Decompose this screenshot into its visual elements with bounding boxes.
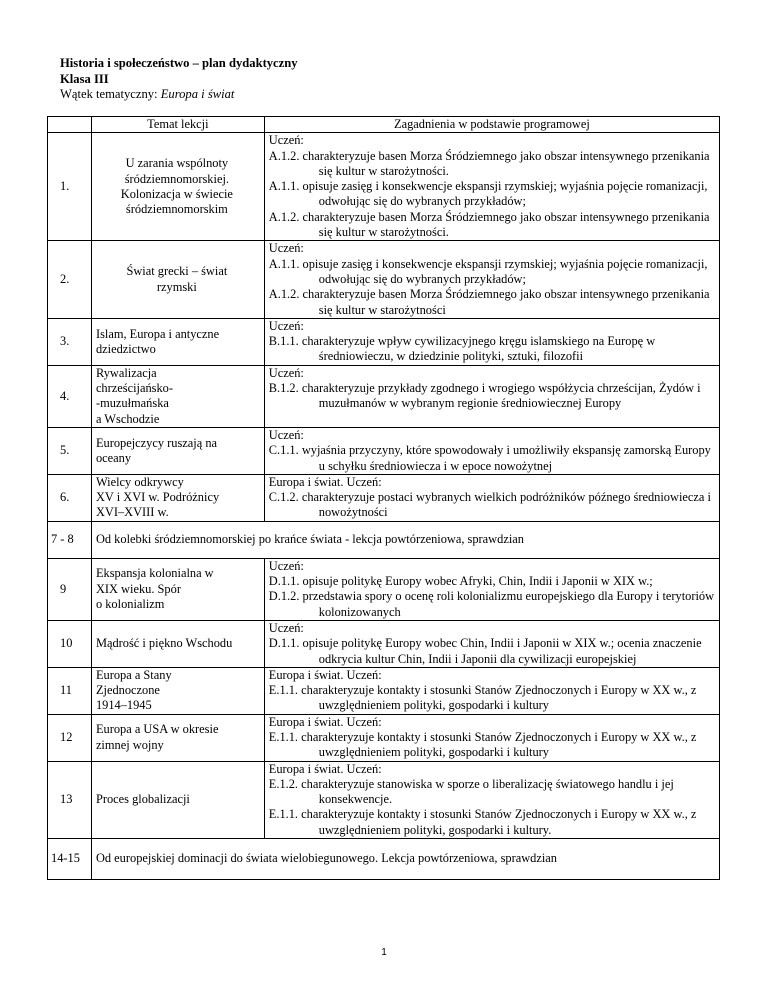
lesson-number: 6. [48, 474, 92, 521]
content-lead: Uczeń: [268, 427, 304, 442]
item-text: charakteryzuje basen Morza Śródziemnego jako obszar intensywnego przenikania się kultur w starożytności [302, 287, 710, 317]
item-code: E.1.1. [268, 683, 299, 698]
curriculum-item [269, 589, 715, 620]
item-text: charakteryzuje kontakty i stosunki Stanów Zjednoczonych i Europy w XX w., z uwzględnieniem polityki, gospodarki i kultury [301, 683, 697, 713]
topic-line: śródziemnomorskiej. [124, 171, 229, 186]
table-row [48, 761, 720, 838]
item-text: charakteryzuje basen Morza Śródziemnego jako obszar intensywnego przenikania się kultur w starożytności. [302, 148, 710, 178]
topic-line: Europa a Stany [95, 667, 172, 682]
item-code: E.1.1. [268, 729, 299, 744]
review-lesson: Od kolebki śródziemnomorskiej po krańce świata - lekcja powtórzeniowa, sprawdzian [91, 521, 719, 558]
curriculum-item [269, 730, 715, 761]
topic-line: -muzułmańska [95, 396, 169, 411]
content-lead: Europa i świat. Uczeń: [268, 667, 382, 682]
curriculum-content [264, 474, 719, 521]
item-code: B.1.1. [268, 334, 299, 349]
item-code: A.1.2. [268, 148, 300, 163]
topic-line: U zarania wspólnoty [125, 156, 229, 171]
table-row [48, 365, 720, 427]
item-code: A.1.1. [268, 179, 300, 194]
lesson-topic [91, 714, 264, 761]
item-text: charakteryzuje wpływ cywilizacyjnego kręgu islamskiego na Europę w średniowieczu, w dziedzinie polityki, sztuki, filozofii [301, 334, 656, 364]
header-topic: Temat lekcji [91, 117, 264, 133]
curriculum-content [264, 133, 719, 241]
content-lead: Europa i świat. Uczeń: [268, 474, 382, 489]
lesson-topic [91, 558, 264, 620]
topic-line: Proces globalizacji [95, 792, 190, 807]
topic-line: a Wschodzie [95, 411, 160, 426]
theme-line [60, 87, 298, 103]
lesson-number: 1. [48, 133, 92, 241]
document-title: Historia i społeczeństwo – plan dydaktyczny [60, 56, 298, 70]
table-row [48, 474, 720, 521]
topic-line: śródziemnomorskim [125, 202, 228, 217]
curriculum-content [264, 667, 719, 714]
topic-line: zimnej wojny [95, 737, 164, 752]
lesson-number: 13 [48, 761, 92, 838]
topic-line: o kolonializm [95, 596, 165, 611]
item-text: opisuje zasięg i konsekwencje ekspansji rzymskiej; wyjaśnia pojęcie romanizacji, odwołując się do wybranych przykładów; [302, 179, 708, 209]
item-text: charakteryzuje kontakty i stosunki Stanów Zjednoczonych i Europy w XX w., z uwzględnieniem polityki, gospodarki i kultury. [301, 807, 697, 837]
content-lead: Uczeń: [268, 620, 304, 635]
lesson-plan-table [47, 116, 720, 880]
topic-line: rzymski [156, 279, 197, 294]
curriculum-content [264, 558, 719, 620]
header-content: Zagadnienia w podstawie programowej [264, 117, 719, 133]
topic-line: Europa a USA w okresie [95, 722, 219, 737]
document-header [60, 56, 298, 103]
header-num-cell [48, 117, 92, 133]
content-lead: Uczeń: [268, 558, 304, 573]
table-row [48, 427, 720, 474]
curriculum-item [269, 443, 715, 474]
lesson-topic [91, 667, 264, 714]
item-code: C.1.1. [268, 443, 299, 458]
item-code: D.1.1. [268, 574, 300, 589]
curriculum-item [269, 179, 715, 210]
theme-value: Europa i świat [160, 87, 235, 101]
content-lead: Uczeń: [268, 133, 304, 148]
curriculum-item [269, 334, 715, 365]
table-row [48, 620, 720, 667]
lesson-topic [91, 318, 264, 365]
curriculum-content [264, 714, 719, 761]
lesson-topic [91, 620, 264, 667]
curriculum-item [269, 636, 715, 667]
item-code: A.1.2. [268, 209, 300, 224]
topic-line: Rywalizacja [95, 365, 157, 380]
table-row [48, 133, 720, 241]
curriculum-content [264, 427, 719, 474]
topic-line: Zjednoczone [95, 683, 160, 698]
curriculum-content [264, 241, 719, 318]
content-lead: Europa i świat. Uczeń: [268, 761, 382, 776]
curriculum-item [269, 574, 715, 589]
topic-line: 1914–1945 [95, 698, 152, 713]
curriculum-content [264, 761, 719, 838]
topic-line: Europejczycy ruszają na [95, 435, 218, 450]
topic-line: dziedzictwo [95, 341, 156, 356]
table-row [48, 714, 720, 761]
item-text: opisuje politykę Europy wobec Afryki, Chin, Indii i Japonii w XIX w.; [302, 574, 653, 589]
topic-line: XV i XVI w. Podróżnicy [95, 490, 220, 505]
curriculum-item [269, 381, 715, 412]
lesson-number: 3. [48, 318, 92, 365]
topic-line: XVI–XVIII w. [95, 505, 169, 520]
curriculum-content [264, 620, 719, 667]
lesson-number: 5. [48, 427, 92, 474]
curriculum-content [264, 365, 719, 427]
curriculum-item [269, 287, 715, 318]
item-code: D.1.2. [268, 589, 300, 604]
lesson-number: 10 [48, 620, 92, 667]
table-row [48, 521, 720, 558]
curriculum-content [264, 318, 719, 365]
item-text: opisuje politykę Europy wobec Chin, Indii i Japonii w XIX w.; ocenia znaczenie odkrycia kultur Chin, Indii i Japonii dla cywilizacji europejskiej [302, 636, 702, 666]
item-text: charakteryzuje stanowiska w sporze o liberalizację światowego handlu i jej konsekwencje. [301, 776, 674, 807]
page-number: 1 [381, 947, 387, 958]
table-row [48, 241, 720, 318]
item-code: D.1.1. [268, 636, 300, 651]
topic-line: Kolonizacja w świecie [120, 186, 233, 201]
item-code: E.1.2. [268, 776, 299, 791]
topic-line: Mądrość i piękno Wschodu [95, 636, 233, 651]
lesson-topic [91, 474, 264, 521]
item-code: B.1.2. [268, 381, 299, 396]
topic-line: chrześcijańsko- [95, 381, 173, 396]
item-text: charakteryzuje postaci wybranych wielkich podróżników późnego średniowiecza i nowożytności [301, 490, 711, 520]
table-row [48, 318, 720, 365]
review-lesson: Od europejskiej dominacji do świata wielobiegunowego. Lekcja powtórzeniowa, sprawdzian [91, 839, 719, 880]
lesson-number: 14-15 [48, 839, 92, 880]
item-code: A.1.2. [268, 287, 300, 302]
curriculum-item [269, 257, 715, 288]
lesson-number: 12 [48, 714, 92, 761]
topic-line: Islam, Europa i antyczne [95, 326, 220, 341]
topic-line: Świat grecki – świat [126, 264, 228, 279]
curriculum-item [269, 149, 715, 180]
topic-line: XIX wieku. Spór [95, 581, 181, 596]
content-lead: Uczeń: [268, 318, 304, 333]
theme-label: Wątek tematyczny: [60, 87, 161, 101]
content-lead: Uczeń: [268, 365, 304, 380]
lesson-number: 4. [48, 365, 92, 427]
curriculum-item [269, 807, 715, 838]
item-code: E.1.1. [268, 807, 299, 822]
lesson-topic [91, 761, 264, 838]
lesson-number: 11 [48, 667, 92, 714]
lesson-topic [91, 133, 264, 241]
table-row [48, 558, 720, 620]
lesson-topic [91, 365, 264, 427]
class-label: Klasa III [60, 71, 109, 86]
item-text: wyjaśnia przyczyny, które spowodowały i umożliwiły ekspansję zamorską Europy u schyłku średniowiecza i w epoce nowożytnej [301, 443, 711, 473]
lesson-number: 2. [48, 241, 92, 318]
item-text: charakteryzuje basen Morza Śródziemnego jako obszar intensywnego przenikania się kultur w starożytności. [302, 209, 710, 240]
item-text: charakteryzuje kontakty i stosunki Stanów Zjednoczonych i Europy w XX w., z uwzględnieniem polityki, gospodarki i kultury [301, 729, 697, 760]
topic-line: Wielcy odkrywcy [95, 474, 184, 489]
curriculum-item [269, 683, 715, 714]
table-row [48, 839, 720, 880]
lesson-topic [91, 241, 264, 318]
item-text: opisuje zasięg i konsekwencje ekspansji rzymskiej; wyjaśnia pojęcie romanizacji, odwołując się do wybranych przykładów; [302, 256, 708, 286]
table-row [48, 667, 720, 714]
curriculum-item [269, 777, 715, 808]
item-code: C.1.2. [268, 490, 299, 505]
curriculum-item [269, 490, 715, 521]
content-lead: Uczeń: [268, 241, 304, 256]
topic-line: oceany [95, 450, 132, 465]
curriculum-item [269, 210, 715, 241]
lesson-topic [91, 427, 264, 474]
lesson-number: 9 [48, 558, 92, 620]
item-code: A.1.1. [268, 256, 300, 271]
topic-line: Ekspansja kolonialna w [95, 566, 214, 581]
item-text: charakteryzuje przykłady zgodnego i wrogiego współżycia chrześcijan, Żydów i muzułmanów w wybranym regionie średniowiecznej Europy [301, 381, 701, 411]
lesson-number: 7 - 8 [48, 521, 92, 558]
content-lead: Europa i świat. Uczeń: [268, 714, 382, 729]
item-text: przedstawia spory o ocenę roli kolonializmu europejskiego dla Europy i terytoriów kolonizowanych [302, 589, 715, 619]
table-header-row [48, 117, 720, 133]
